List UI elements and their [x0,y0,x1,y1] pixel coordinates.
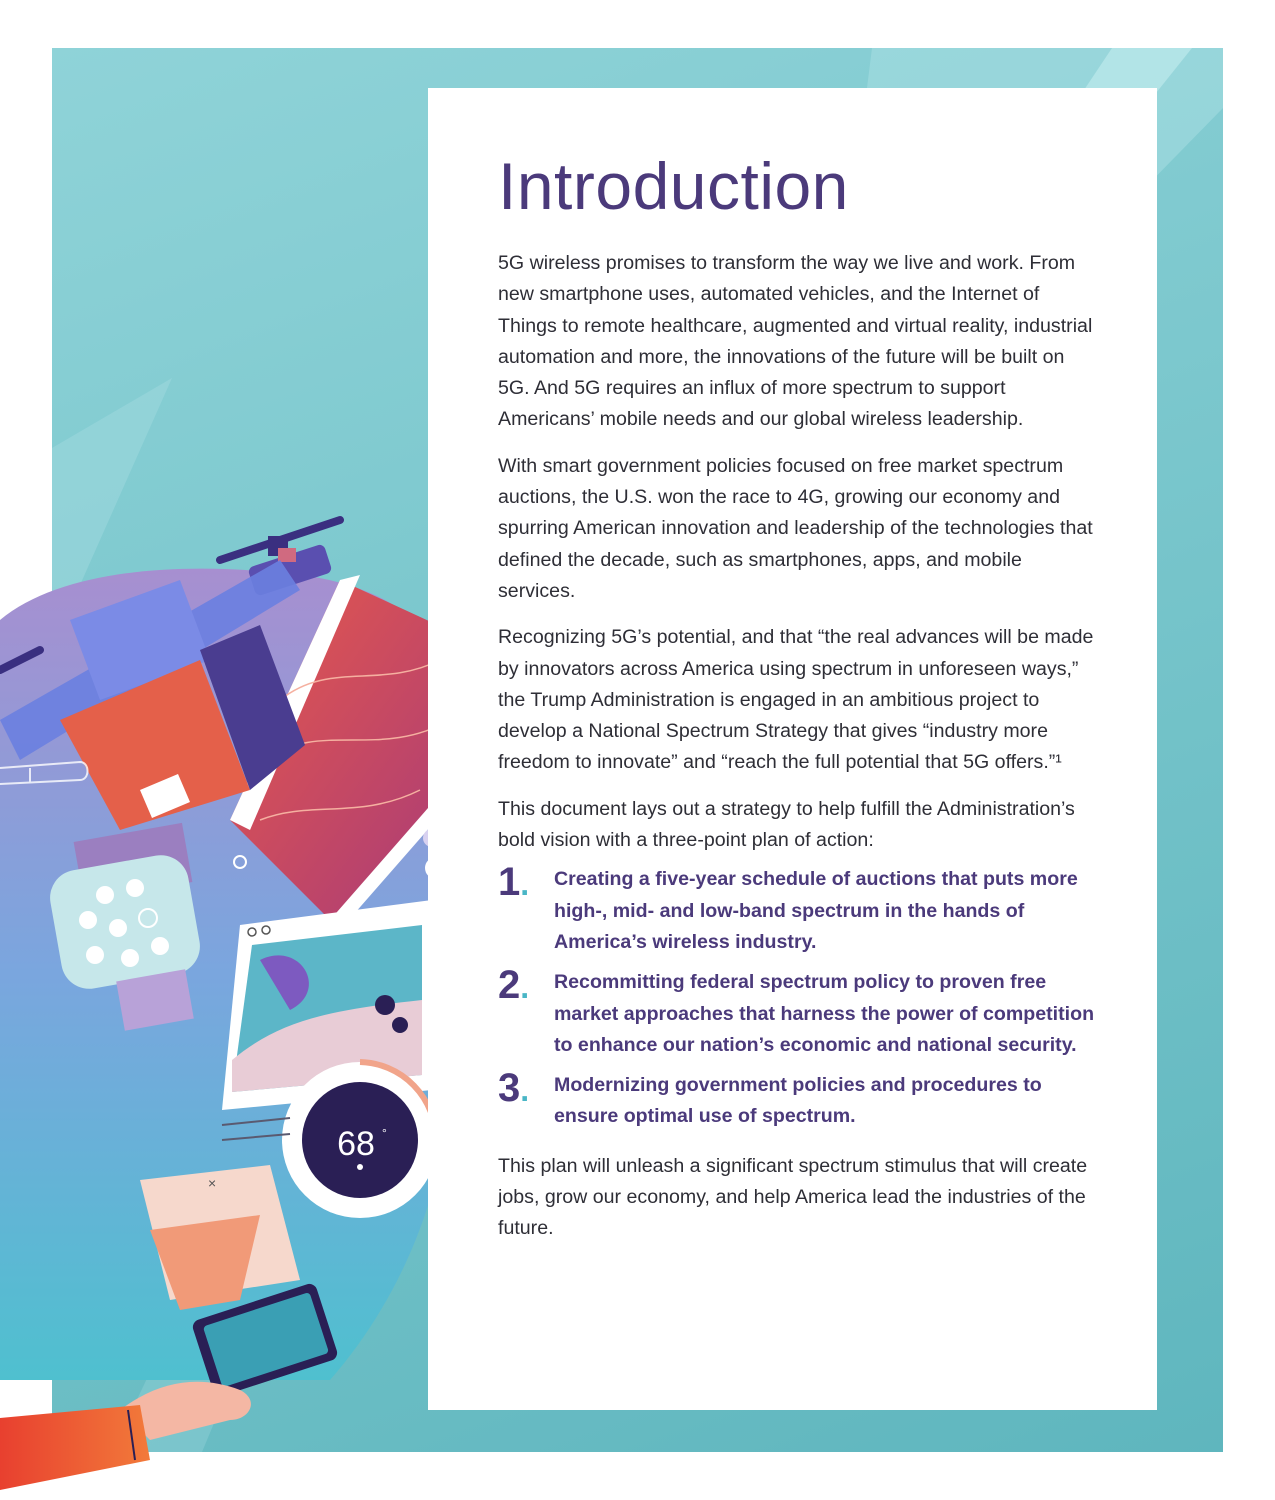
illustration [0,0,480,1500]
paragraph-3: Recognizing 5G’s potential, and that “the real advances will be made by innovators across America using spectrum in unforeseen ways,” the Trump Administration is engaged in an ambitious project to develop a National Spectrum Strategy that gives “industry more freedom to innovate” and “reach the full potential that 5G offers.”¹ [498,626,1094,774]
plan-list [498,860,1098,1132]
thermostat-degree: ° [382,1126,387,1140]
content-card [428,88,1157,1410]
paragraph-1: 5G wireless promises to transform the way we live and work. From new smartphone uses, automated vehicles, and the Internet of Things to remote healthcare, augmented and virtual reality, industrial automation and more, the innovations of the future will be built on 5G. And 5G requires an influx of more spectrum to support Americans’ mobile needs and our global wireless leadership. [498,252,1093,431]
plan-item-text: Modernizing government policies and procedures to ensure optimal use of spectrum. [554,1074,1042,1128]
thermostat-reading: 68 [337,1125,375,1163]
plan-item-text: Recommitting federal spectrum policy to proven free market approaches that harness the power of competition to enhance our nation’s economic and national security. [554,971,1095,1056]
plan-item-number: 1. [498,860,530,905]
paragraph-4: This document lays out a strategy to help fulfill the Administration’s bold vision with a three-point plan of action: [498,797,1075,852]
plan-item [498,963,1098,1061]
plan-item [498,860,1098,958]
sleeve [0,1405,150,1490]
plan-item [498,1066,1098,1133]
plan-item-number: 2. [498,963,530,1008]
article-body [498,146,1098,1260]
svg-text:×: × [208,1175,217,1191]
closing-paragraph: This plan will unleash a significant spectrum stimulus that will create jobs, grow our economy, and help America lead the industries of the future. [498,1154,1088,1240]
thermostat-icon [282,1062,438,1218]
page-title: Introduction [498,149,849,223]
plan-item-text: Creating a five-year schedule of auctions that puts more high-, mid- and low-band spectrum in the hands of America’s wireless industry. [554,868,1078,953]
plan-item-number: 3. [498,1066,530,1111]
paragraph-2: With smart government policies focused on free market spectrum auctions, the U.S. won the race to 4G, growing our economy and spurring American innovation and leadership of the technologies that defined the decade, such as smartphones, apps, and mobile services. [498,454,1093,602]
